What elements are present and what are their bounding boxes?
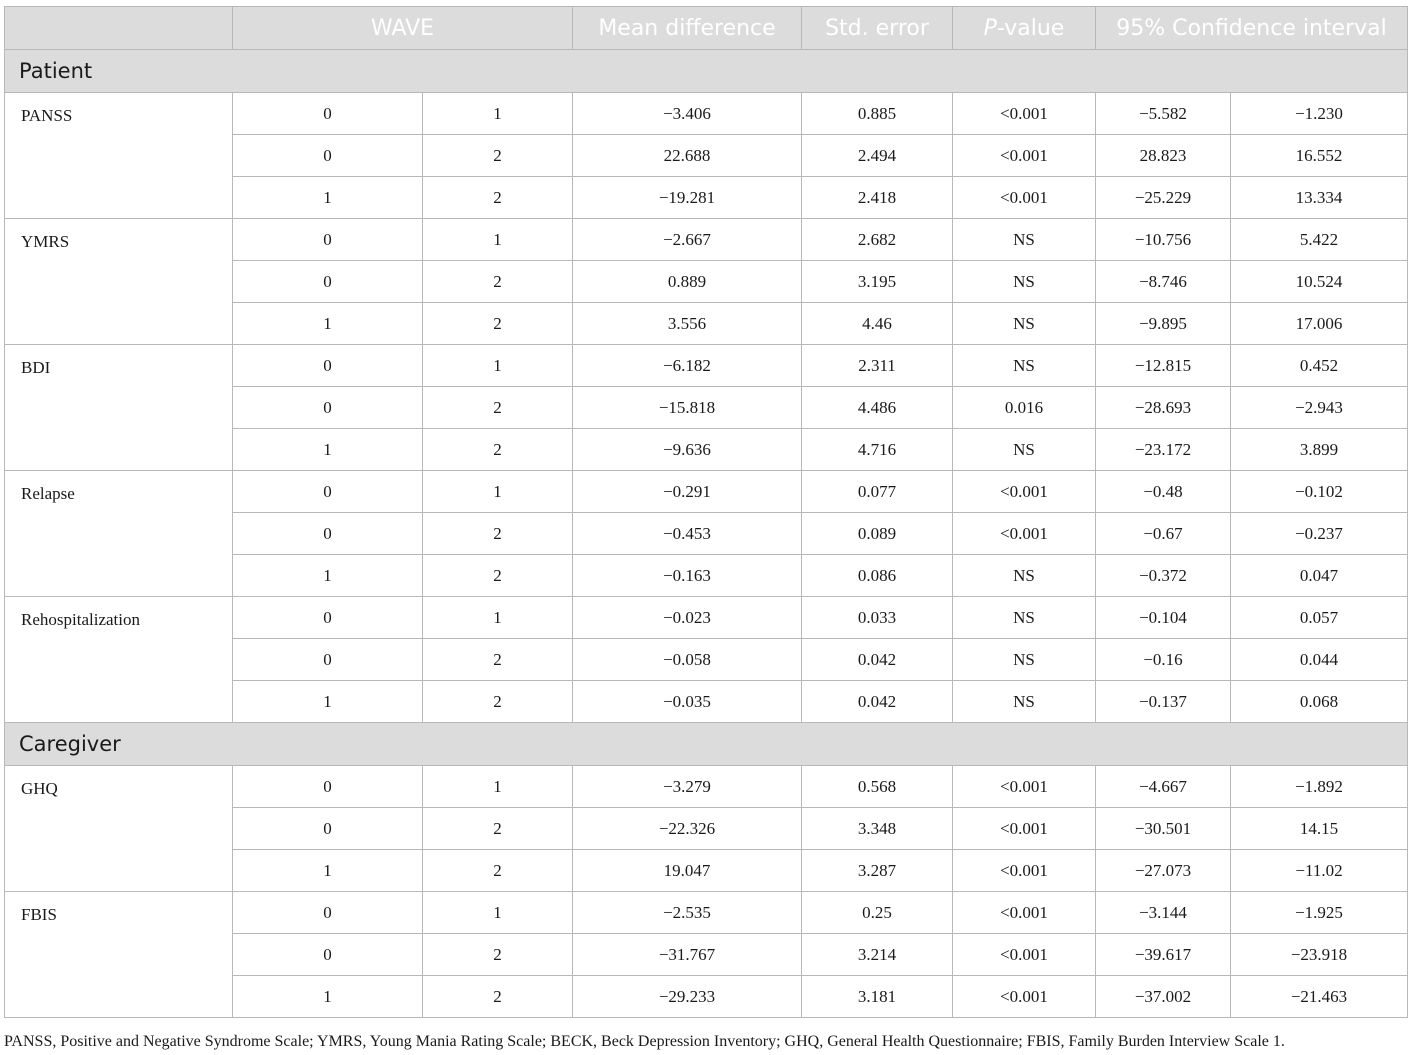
cell-mean-difference: −0.163 [573, 555, 802, 597]
cell-ci-lower: −25.229 [1096, 177, 1231, 219]
cell-ci-lower: −30.501 [1096, 808, 1231, 850]
cell-wave-from: 1 [233, 177, 423, 219]
cell-p-value: <0.001 [953, 850, 1096, 892]
cell-ci-lower: −0.48 [1096, 471, 1231, 513]
cell-ci-lower: −0.104 [1096, 597, 1231, 639]
cell-wave-to: 1 [423, 93, 573, 135]
cell-wave-to: 2 [423, 513, 573, 555]
cell-p-value: <0.001 [953, 135, 1096, 177]
cell-p-value: NS [953, 597, 1096, 639]
cell-std-error: 0.042 [802, 681, 953, 723]
cell-ci-upper: −2.943 [1231, 387, 1408, 429]
cell-mean-difference: −0.453 [573, 513, 802, 555]
cell-ci-upper: 3.899 [1231, 429, 1408, 471]
cell-wave-to: 1 [423, 597, 573, 639]
cell-mean-difference: −31.767 [573, 934, 802, 976]
cell-std-error: 0.033 [802, 597, 953, 639]
cell-p-value: 0.016 [953, 387, 1096, 429]
cell-p-value: NS [953, 261, 1096, 303]
cell-ci-lower: −0.67 [1096, 513, 1231, 555]
cell-mean-difference: 19.047 [573, 850, 802, 892]
cell-ci-upper: −23.918 [1231, 934, 1408, 976]
cell-std-error: 2.494 [802, 135, 953, 177]
cell-wave-from: 0 [233, 261, 423, 303]
measure-label: FBIS [5, 892, 233, 1018]
cell-std-error: 0.086 [802, 555, 953, 597]
cell-p-value: NS [953, 639, 1096, 681]
cell-wave-to: 2 [423, 808, 573, 850]
cell-wave-from: 1 [233, 850, 423, 892]
cell-wave-to: 2 [423, 261, 573, 303]
cell-ci-lower: −39.617 [1096, 934, 1231, 976]
cell-mean-difference: −2.535 [573, 892, 802, 934]
cell-p-value: NS [953, 555, 1096, 597]
measure-label: Relapse [5, 471, 233, 597]
cell-ci-upper: −11.02 [1231, 850, 1408, 892]
cell-std-error: 0.568 [802, 766, 953, 808]
section-label: Caregiver [5, 723, 1408, 766]
header-confidence-interval: 95% Confidence interval [1096, 7, 1408, 50]
cell-wave-to: 1 [423, 345, 573, 387]
cell-p-value: NS [953, 681, 1096, 723]
cell-ci-lower: −28.693 [1096, 387, 1231, 429]
section-row [5, 50, 1408, 93]
cell-wave-from: 1 [233, 555, 423, 597]
cell-p-value: <0.001 [953, 892, 1096, 934]
cell-std-error: 2.311 [802, 345, 953, 387]
cell-wave-to: 2 [423, 934, 573, 976]
cell-wave-from: 0 [233, 639, 423, 681]
cell-ci-lower: −9.895 [1096, 303, 1231, 345]
cell-wave-to: 2 [423, 681, 573, 723]
table-row [5, 471, 1408, 513]
cell-p-value: NS [953, 219, 1096, 261]
cell-ci-lower: −37.002 [1096, 976, 1231, 1018]
cell-p-value: <0.001 [953, 934, 1096, 976]
table-body [5, 50, 1408, 1018]
cell-std-error: 3.287 [802, 850, 953, 892]
cell-mean-difference: 3.556 [573, 303, 802, 345]
cell-wave-from: 0 [233, 597, 423, 639]
cell-ci-upper: −1.925 [1231, 892, 1408, 934]
cell-mean-difference: −3.279 [573, 766, 802, 808]
cell-ci-upper: 14.15 [1231, 808, 1408, 850]
cell-wave-from: 1 [233, 976, 423, 1018]
header-p-letter: P [983, 15, 997, 41]
cell-std-error: 4.46 [802, 303, 953, 345]
cell-ci-lower: −4.667 [1096, 766, 1231, 808]
cell-mean-difference: −9.636 [573, 429, 802, 471]
cell-wave-to: 2 [423, 850, 573, 892]
cell-ci-upper: 17.006 [1231, 303, 1408, 345]
cell-p-value: <0.001 [953, 177, 1096, 219]
cell-mean-difference: 22.688 [573, 135, 802, 177]
measure-label: PANSS [5, 93, 233, 219]
cell-ci-upper: 0.452 [1231, 345, 1408, 387]
cell-mean-difference: −22.326 [573, 808, 802, 850]
header-std-error: Std. error [802, 7, 953, 50]
cell-wave-from: 1 [233, 303, 423, 345]
cell-ci-upper: −0.237 [1231, 513, 1408, 555]
cell-wave-to: 2 [423, 387, 573, 429]
cell-wave-to: 1 [423, 892, 573, 934]
cell-wave-from: 0 [233, 513, 423, 555]
cell-ci-upper: 0.047 [1231, 555, 1408, 597]
cell-std-error: 3.214 [802, 934, 953, 976]
cell-ci-upper: −21.463 [1231, 976, 1408, 1018]
measure-label: BDI [5, 345, 233, 471]
cell-std-error: 3.181 [802, 976, 953, 1018]
cell-wave-from: 0 [233, 345, 423, 387]
header-p-value [953, 7, 1096, 50]
cell-ci-upper: 0.044 [1231, 639, 1408, 681]
cell-std-error: 0.25 [802, 892, 953, 934]
cell-mean-difference: 0.889 [573, 261, 802, 303]
cell-std-error: 0.089 [802, 513, 953, 555]
cell-p-value: NS [953, 345, 1096, 387]
cell-p-value: <0.001 [953, 513, 1096, 555]
cell-ci-upper: 13.334 [1231, 177, 1408, 219]
cell-ci-lower: −0.16 [1096, 639, 1231, 681]
cell-ci-lower: 28.823 [1096, 135, 1231, 177]
cell-wave-to: 1 [423, 766, 573, 808]
cell-ci-lower: −12.815 [1096, 345, 1231, 387]
cell-ci-lower: −23.172 [1096, 429, 1231, 471]
table-footnote: PANSS, Positive and Negative Syndrome Scale; YMRS, Young Mania Rating Scale; BECK, Beck Depression Inventory; GHQ, General Health Questionnaire; FBIS, Family Burden Interview Scale 1. [4, 1033, 1285, 1050]
header-p-suffix: -value [996, 15, 1065, 41]
cell-wave-to: 2 [423, 135, 573, 177]
cell-ci-upper: 0.057 [1231, 597, 1408, 639]
cell-wave-from: 0 [233, 934, 423, 976]
cell-p-value: NS [953, 429, 1096, 471]
cell-std-error: 0.042 [802, 639, 953, 681]
cell-ci-upper: −1.892 [1231, 766, 1408, 808]
header-wave: WAVE [233, 7, 573, 50]
cell-wave-to: 2 [423, 639, 573, 681]
cell-ci-lower: −3.144 [1096, 892, 1231, 934]
cell-std-error: 2.682 [802, 219, 953, 261]
table-row [5, 219, 1408, 261]
cell-wave-to: 1 [423, 471, 573, 513]
cell-p-value: NS [953, 303, 1096, 345]
table-row [5, 93, 1408, 135]
cell-ci-upper: 0.068 [1231, 681, 1408, 723]
cell-mean-difference: −2.667 [573, 219, 802, 261]
cell-ci-upper: 16.552 [1231, 135, 1408, 177]
cell-std-error: 4.486 [802, 387, 953, 429]
cell-wave-from: 0 [233, 93, 423, 135]
cell-mean-difference: −0.035 [573, 681, 802, 723]
cell-wave-to: 2 [423, 429, 573, 471]
cell-mean-difference: −0.058 [573, 639, 802, 681]
cell-mean-difference: −3.406 [573, 93, 802, 135]
table-row [5, 766, 1408, 808]
cell-p-value: <0.001 [953, 808, 1096, 850]
cell-wave-from: 0 [233, 219, 423, 261]
cell-mean-difference: −6.182 [573, 345, 802, 387]
measure-label: Rehospitalization [5, 597, 233, 723]
cell-mean-difference: −0.023 [573, 597, 802, 639]
cell-p-value: <0.001 [953, 471, 1096, 513]
measure-label: YMRS [5, 219, 233, 345]
cell-wave-from: 1 [233, 681, 423, 723]
cell-std-error: 3.348 [802, 808, 953, 850]
cell-std-error: 3.195 [802, 261, 953, 303]
header-mean-difference: Mean difference [573, 7, 802, 50]
cell-mean-difference: −19.281 [573, 177, 802, 219]
cell-wave-to: 2 [423, 177, 573, 219]
cell-p-value: <0.001 [953, 93, 1096, 135]
cell-wave-to: 2 [423, 976, 573, 1018]
cell-ci-lower: −0.137 [1096, 681, 1231, 723]
cell-ci-lower: −5.582 [1096, 93, 1231, 135]
table-row [5, 892, 1408, 934]
cell-wave-to: 1 [423, 219, 573, 261]
cell-wave-to: 2 [423, 555, 573, 597]
cell-wave-from: 0 [233, 471, 423, 513]
measure-label: GHQ [5, 766, 233, 892]
cell-wave-from: 0 [233, 387, 423, 429]
cell-std-error: 4.716 [802, 429, 953, 471]
cell-ci-lower: −27.073 [1096, 850, 1231, 892]
cell-mean-difference: −29.233 [573, 976, 802, 1018]
cell-p-value: <0.001 [953, 766, 1096, 808]
results-table [4, 6, 1408, 1018]
section-label: Patient [5, 50, 1408, 93]
cell-std-error: 0.885 [802, 93, 953, 135]
cell-std-error: 0.077 [802, 471, 953, 513]
cell-wave-from: 0 [233, 135, 423, 177]
cell-wave-from: 0 [233, 892, 423, 934]
cell-wave-to: 2 [423, 303, 573, 345]
cell-p-value: <0.001 [953, 976, 1096, 1018]
cell-ci-lower: −10.756 [1096, 219, 1231, 261]
header-row [5, 7, 1408, 50]
cell-wave-from: 0 [233, 766, 423, 808]
cell-ci-lower: −0.372 [1096, 555, 1231, 597]
cell-ci-upper: 10.524 [1231, 261, 1408, 303]
cell-mean-difference: −0.291 [573, 471, 802, 513]
header-blank [5, 7, 233, 50]
cell-ci-upper: −1.230 [1231, 93, 1408, 135]
cell-std-error: 2.418 [802, 177, 953, 219]
cell-mean-difference: −15.818 [573, 387, 802, 429]
cell-wave-from: 1 [233, 429, 423, 471]
table-row [5, 345, 1408, 387]
cell-ci-upper: −0.102 [1231, 471, 1408, 513]
cell-wave-from: 0 [233, 808, 423, 850]
cell-ci-upper: 5.422 [1231, 219, 1408, 261]
table-row [5, 597, 1408, 639]
cell-ci-lower: −8.746 [1096, 261, 1231, 303]
section-row [5, 723, 1408, 766]
